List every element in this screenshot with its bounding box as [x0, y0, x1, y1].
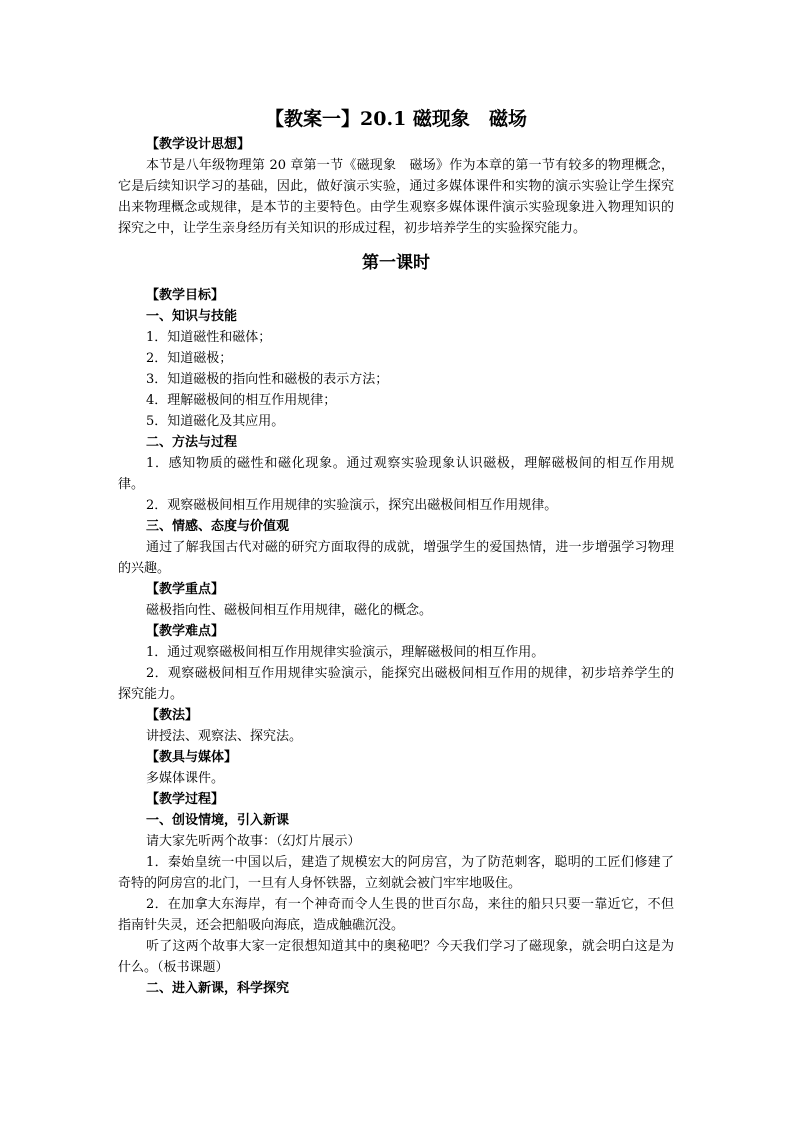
- process-heading: 【教学过程】: [146, 792, 225, 807]
- difficulty-item: 1．通过观察磁极间相互作用规律实验演示，理解磁极间的相互作用。: [146, 645, 545, 660]
- design-heading: 【教学设计思想】: [146, 137, 251, 152]
- key-text: 磁极指向性、磁极间相互作用规律，磁化的概念。: [146, 603, 433, 618]
- document-title: 【教案一】20.1 磁现象 磁场: [265, 108, 527, 130]
- process1-item: 2．在加拿大东海岸，有一个神奇而令人生畏的世百尔岛，来往的船只只要一靠近它，不但指南针失灵，还会把船吸向海底，造成触礁沉没。: [118, 897, 674, 933]
- goal1-item: 5．知道磁化及其应用。: [146, 414, 285, 429]
- method-text: 讲授法、观察法、探究法。: [146, 729, 303, 744]
- goal1-heading: 一、知识与技能: [146, 309, 238, 324]
- goal3-text: 通过了解我国古代对磁的研究方面取得的成就，增强学生的爱国热情，进一步增强学习物理的兴趣。: [118, 540, 674, 576]
- goal2-item: 2．观察磁极间相互作用规律的实验演示，探究出磁极间相互作用规律。: [146, 498, 558, 513]
- goal2-item: 1．感知物质的磁性和磁化现象。通过观察实验现象认识磁极，理解磁极间的相互作用规律。: [118, 456, 674, 492]
- difficulty-heading: 【教学难点】: [146, 624, 225, 639]
- lesson-title: 第一课时: [362, 253, 430, 273]
- tools-text: 多媒体课件。: [146, 771, 225, 786]
- process2-heading: 二、进入新课，科学探究: [146, 981, 290, 996]
- document-page: [118, 100, 674, 999]
- goal1-item: 4．理解磁极间的相互作用规律；: [146, 393, 337, 408]
- tools-heading: 【教具与媒体】: [146, 750, 238, 765]
- method-heading: 【教法】: [146, 708, 199, 723]
- difficulty-item: 2．观察磁极间相互作用规律实验演示，能探究出磁极间相互作用的规律，初步培养学生的探究能力。: [118, 666, 674, 702]
- key-heading: 【教学重点】: [146, 582, 225, 597]
- goal3-heading: 三、情感、态度与价值观: [146, 519, 290, 534]
- process1-heading: 一、创设情境，引入新课: [146, 813, 290, 828]
- goal1-item: 3．知道磁极的指向性和磁极的表示方法；: [146, 372, 389, 387]
- design-paragraph: 本节是八年级物理第 20 章第一节《磁现象 磁场》作为本章的第一节有较多的物理概念，它是后续知识学习的基础，因此，做好演示实验，通过多媒体课件和实物的演示实验让学生探究出来物理概念或规律，是本节的主要特色。由学生观察多媒体课件演示实验现象进入物理知识的探究之中，让学生亲身经历有关知识的形成过程，初步培养学生的实验探究能力。: [118, 158, 674, 236]
- goal2-heading: 二、方法与过程: [146, 435, 238, 450]
- goals-heading: 【教学目标】: [146, 288, 225, 303]
- process1-intro: 请大家先听两个故事：（幻灯片展示）: [146, 834, 361, 849]
- goal1-item: 1．知道磁性和磁体；: [146, 330, 272, 345]
- process1-outro: 听了这两个故事大家一定很想知道其中的奥秘吧？今天我们学习了磁现象，就会明白这是为什么。（板书课题）: [118, 939, 674, 975]
- goal1-item: 2．知道磁极；: [146, 351, 233, 366]
- process1-item: 1．秦始皇统一中国以后，建造了规模宏大的阿房宫，为了防范刺客，聪明的工匠们修建了奇特的阿房宫的北门，一旦有人身怀铁器，立刻就会被门牢牢地吸住。: [118, 855, 674, 891]
